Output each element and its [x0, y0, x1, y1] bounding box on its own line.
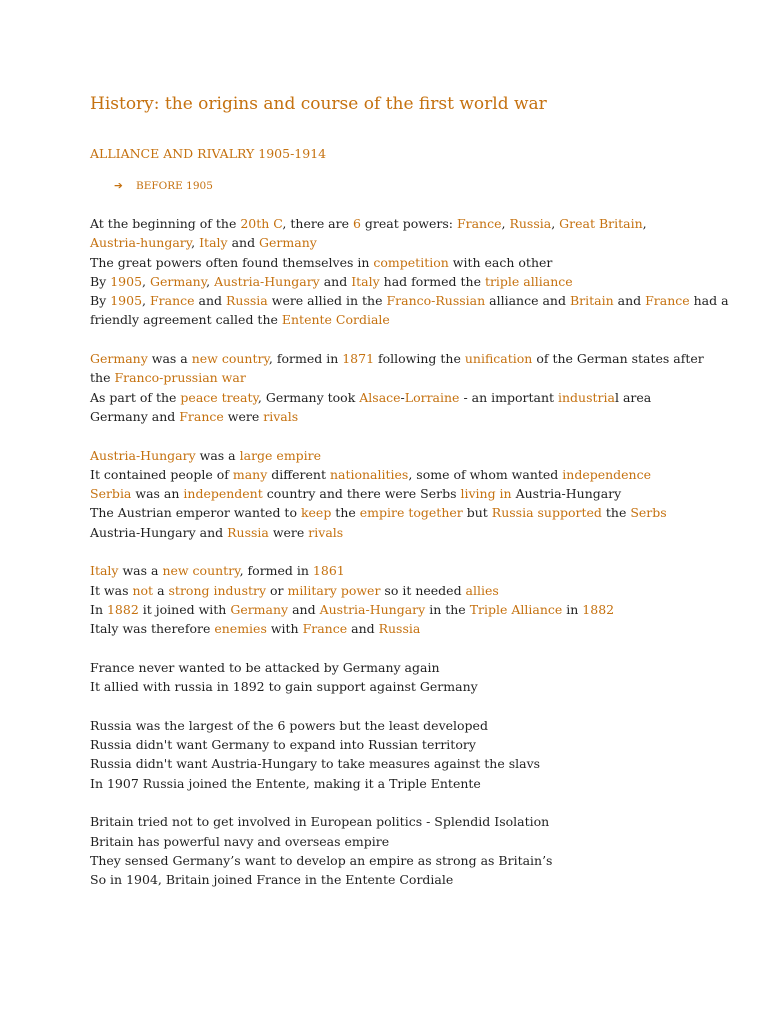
highlighted-term: industria: [558, 389, 615, 405]
text-segment: different: [267, 466, 330, 482]
highlighted-term: France: [179, 408, 224, 424]
highlighted-term: 1905: [110, 273, 143, 289]
highlighted-term: nationalities: [329, 466, 409, 482]
text-segment: ,: [191, 235, 200, 251]
text-segment: , formed in: [268, 351, 343, 367]
text-segment: was a: [118, 563, 163, 579]
text-segment: following the: [374, 351, 465, 367]
highlighted-term: France: [645, 293, 690, 309]
text-line: [90, 446, 730, 465]
text-line: [90, 214, 730, 233]
text-segment: was a: [195, 447, 240, 463]
highlighted-term: 1871: [342, 351, 375, 367]
highlighted-term: new country: [162, 563, 240, 579]
highlighted-term: Russia: [509, 216, 552, 231]
highlighted-term: France: [150, 293, 195, 309]
text-segment: By: [90, 293, 111, 309]
text-segment: It allied with russia in 1892 to gain support against Germany: [90, 679, 478, 695]
highlighted-term: Russia supported: [491, 505, 602, 521]
text-segment: In: [90, 601, 107, 617]
text-segment: and: [347, 621, 379, 637]
section-heading: ALLIANCE AND RIVALRY 1905-1914: [90, 146, 327, 161]
text-segment: with: [266, 621, 303, 637]
text-segment: ,: [642, 216, 647, 231]
highlighted-term: triple alliance: [484, 273, 573, 289]
highlighted-term: empire together: [359, 505, 463, 521]
text-line: [90, 812, 730, 831]
highlighted-term: living in: [460, 486, 512, 502]
highlighted-term: 1905: [110, 293, 143, 309]
document-title: History: the origins and course of the first world war: [90, 94, 547, 114]
text-segment: great powers:: [360, 216, 457, 231]
highlighted-term: Serbs: [630, 505, 667, 521]
highlighted-term: Germany: [150, 273, 207, 289]
text-segment: and: [613, 293, 646, 309]
text-segment: At the beginning of the: [90, 216, 241, 231]
highlighted-term: Austria-Hungary: [214, 273, 320, 289]
highlighted-term: Triple Alliance: [469, 601, 563, 617]
text-segment: were: [268, 524, 309, 540]
highlighted-term: France: [302, 621, 348, 637]
text-segment: the: [90, 370, 115, 386]
text-segment: in the: [425, 601, 470, 617]
text-segment: or: [266, 582, 288, 598]
text-line: [90, 851, 730, 870]
highlighted-term: Italy: [351, 273, 380, 289]
highlighted-term: independent: [183, 486, 263, 502]
highlighted-term: Germany: [90, 351, 148, 367]
highlighted-term: Lorraine: [404, 389, 460, 405]
paragraph: [90, 214, 730, 330]
highlighted-term: allies: [465, 582, 499, 598]
highlighted-term: rivals: [308, 524, 344, 540]
paragraph: [90, 812, 730, 889]
text-segment: It contained people of: [90, 466, 233, 482]
text-segment: and: [288, 601, 320, 617]
highlighted-term: Russia: [227, 524, 269, 540]
text-segment: was a: [147, 351, 192, 367]
highlighted-term: large empire: [239, 447, 322, 463]
text-line: [90, 310, 730, 329]
text-line: [90, 716, 730, 735]
highlighted-term: Germany: [230, 601, 289, 617]
text-line: [90, 754, 730, 773]
text-segment: and: [319, 273, 352, 289]
text-segment: So in 1904, Britain joined France in the Entente Cordiale: [90, 872, 454, 888]
highlighted-term: enemies: [214, 621, 267, 637]
text-segment: ,: [551, 216, 560, 231]
text-segment: In 1907 Russia joined the Entente, making it a Triple Entente: [90, 775, 481, 791]
highlighted-term: Russia: [226, 293, 268, 309]
text-segment: , there are: [282, 216, 353, 231]
text-segment: The great powers often found themselves in: [90, 254, 374, 270]
highlighted-term: Franco-Russian: [386, 293, 486, 309]
text-line: [90, 253, 730, 272]
arrow-right-icon: ➔: [114, 180, 123, 192]
text-segment: Russia didn't want Austria-Hungary to take measures against the slavs: [90, 756, 541, 772]
text-segment: it joined with: [138, 601, 231, 617]
highlighted-term: 20th C: [240, 216, 283, 231]
highlighted-term: peace treaty: [180, 389, 258, 405]
body-text: [90, 214, 730, 909]
paragraph: [90, 716, 730, 793]
highlighted-term: Italy: [90, 563, 119, 579]
highlighted-term: 1882: [106, 601, 139, 617]
highlighted-term: Entente Cordiale: [281, 312, 390, 328]
highlighted-term: rivals: [263, 408, 299, 424]
highlighted-term: keep: [300, 505, 332, 521]
text-segment: ,: [206, 273, 215, 289]
highlighted-term: Austria-Hungary: [90, 447, 196, 463]
text-segment: Russia didn't want Germany to expand into Russian territory: [90, 737, 476, 753]
text-line: [90, 368, 730, 387]
text-segment: was an: [131, 486, 184, 502]
highlighted-term: Russia: [378, 621, 421, 637]
highlighted-term: 1861: [312, 563, 345, 579]
highlighted-term: Alsace: [359, 389, 401, 405]
highlighted-term: not: [132, 582, 154, 598]
text-segment: so it needed: [380, 582, 466, 598]
highlighted-term: unification: [464, 351, 533, 367]
text-line: [90, 465, 730, 484]
text-line: [90, 388, 730, 407]
text-segment: and: [227, 235, 260, 251]
text-segment: ,: [142, 293, 150, 309]
highlighted-term: Great Britain: [559, 216, 643, 231]
highlighted-term: France: [456, 216, 502, 231]
text-segment: Austria-Hungary: [511, 486, 622, 502]
text-segment: , Germany took: [257, 389, 360, 405]
text-segment: The Austrian emperor wanted to: [90, 505, 301, 521]
text-line: [90, 870, 730, 889]
text-line: [90, 407, 730, 426]
text-line: [90, 735, 730, 754]
highlighted-term: Austria-Hungary: [319, 601, 426, 617]
text-segment: alliance and: [485, 293, 570, 309]
paragraph: [90, 658, 730, 697]
text-line: [90, 832, 730, 851]
text-segment: had formed the: [379, 273, 485, 289]
text-line: [90, 581, 730, 600]
highlighted-term: new country: [191, 351, 269, 367]
highlighted-term: competition: [373, 254, 449, 270]
text-segment: country and there were Serbs: [262, 486, 461, 502]
text-segment: , formed in: [239, 563, 313, 579]
text-segment: of the German states after: [532, 351, 704, 367]
text-line: [90, 523, 730, 542]
text-segment: -: [400, 389, 405, 405]
text-line: [90, 658, 730, 677]
paragraph: [90, 349, 730, 426]
text-segment: Austria-Hungary and: [90, 524, 228, 540]
text-line: [90, 349, 730, 368]
highlighted-term: independence: [562, 466, 652, 482]
highlighted-term: Britain: [569, 293, 614, 309]
text-segment: with each other: [448, 254, 553, 270]
text-line: [90, 677, 730, 696]
highlighted-term: Serbia: [90, 486, 132, 502]
text-segment: - an important: [459, 389, 558, 405]
text-segment: ,: [501, 216, 510, 231]
text-segment: but: [462, 505, 492, 521]
text-segment: As part of the: [90, 389, 181, 405]
text-line: [90, 233, 730, 252]
text-line: [90, 484, 730, 503]
text-line: [90, 600, 730, 619]
highlighted-term: Austria-hungary: [90, 235, 192, 251]
text-line: [90, 503, 730, 522]
highlighted-term: Germany: [259, 235, 317, 251]
highlighted-term: 1882: [582, 601, 615, 617]
text-segment: a: [153, 582, 169, 598]
text-segment: Russia was the largest of the 6 powers but the least developed: [90, 717, 488, 733]
text-line: [90, 561, 730, 580]
text-line: [90, 272, 730, 291]
text-segment: in: [562, 601, 583, 617]
text-segment: They sensed Germany’s want to develop an empire as strong as Britain’s: [90, 852, 553, 868]
text-segment: and: [194, 293, 227, 309]
text-line: [90, 619, 730, 638]
highlighted-term: Franco-prussian war: [114, 370, 246, 386]
text-segment: Germany and: [90, 408, 180, 424]
text-segment: the: [331, 505, 360, 521]
text-segment: , some of whom wanted: [408, 466, 563, 482]
bullet-label: BEFORE 1905: [136, 180, 213, 192]
text-segment: Britain has powerful navy and overseas empire: [90, 833, 390, 849]
highlighted-term: 6: [353, 216, 361, 231]
paragraph: [90, 561, 730, 638]
text-segment: friendly agreement called the: [90, 312, 282, 328]
text-segment: were: [223, 408, 264, 424]
highlighted-term: strong industry: [168, 582, 267, 598]
text-segment: It was: [90, 582, 133, 598]
text-segment: were allied in the: [267, 293, 387, 309]
text-segment: ,: [142, 273, 150, 289]
text-segment: France never wanted to be attacked by Germany again: [90, 659, 440, 675]
text-segment: l area: [614, 389, 652, 405]
text-segment: Britain tried not to get involved in European politics - Splendid Isolation: [90, 814, 550, 830]
highlighted-term: Italy: [199, 235, 228, 251]
text-line: [90, 291, 730, 310]
highlighted-term: many: [232, 466, 268, 482]
text-segment: had a: [689, 293, 729, 309]
text-segment: the: [601, 505, 631, 521]
text-segment: By: [90, 273, 111, 289]
text-segment: Italy was therefore: [90, 621, 215, 637]
text-line: [90, 774, 730, 793]
paragraph: [90, 446, 730, 542]
bullet-item: [114, 180, 213, 192]
highlighted-term: military power: [287, 582, 381, 598]
